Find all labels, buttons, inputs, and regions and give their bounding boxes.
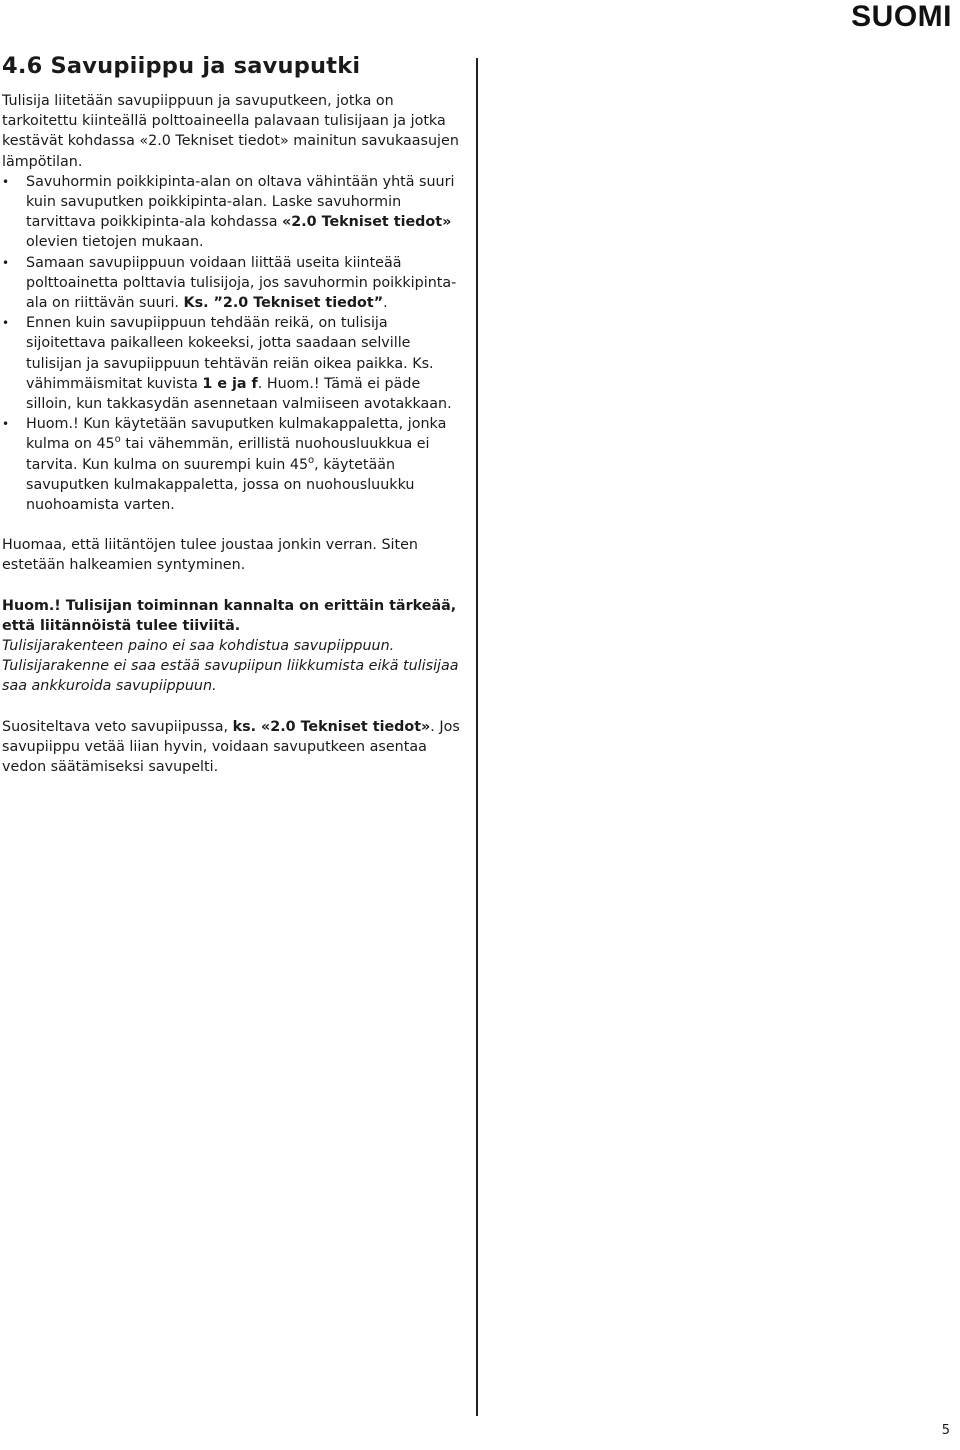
b2-text1: Samaan savupiippuun voidaan liittää useita kiinteää polttoainetta polttavia tulisijoja, jos savuhormin poikkipinta-ala on riittävän suuri.: [26, 254, 457, 312]
tightness-bold: Huom.! Tulisijan toiminnan kannalta on erittäin tärkeää, että liitännöistä tulee tiiviitä.: [2, 597, 457, 634]
italic-note-weight: Tulisijarakenteen paino ei saa kohdistua savupiippuun.: [2, 638, 395, 655]
language-label: SUOMI: [851, 0, 952, 33]
requirements-list: [2, 172, 462, 515]
b3-bold: 1 e ja f: [202, 375, 258, 392]
page-number: 5: [941, 1423, 950, 1438]
b3-text1: Ennen kuin savupiippuun tehdään reikä, on tulisija sijoitettava paikalleen kokeeksi, jotta saadaan selville tulisijan ja savupiippuun tehtävän reiän oikea paikka. Ks. vähimmäismitat kuvista: [26, 315, 434, 392]
degree-mark-1: o: [114, 434, 121, 446]
b2-bold: Ks. ”2.0 Tekniset tiedot”: [183, 295, 384, 312]
b4-text3: , käytetään savuputken kulmakappaletta, jossa on nuohousluukku nuohoamista varten.: [26, 456, 415, 514]
draft-text2: . Jos savupiippu vetää liian hyvin, voidaan savuputkeen asentaa vedon säätämiseksi savupelti.: [2, 718, 460, 776]
italic-note-movement: Tulisijarakenne ei saa estää savupiipun liikkumista eikä tulisijaa saa ankkuroida savupiippuun.: [2, 658, 459, 695]
b3-text2: . Huom.! Tämä ei päde silloin, kun takkasydän asennetaan valmiiseen avotakkaan.: [26, 375, 452, 413]
b4-text1: Huom.! Kun käytetään savuputken kulmakappaletta, jonka kulma on 45: [26, 416, 447, 453]
list-item: [2, 313, 462, 414]
draft-text1: Suositeltava veto savupiipussa,: [2, 718, 233, 735]
tightness-warning: [2, 596, 462, 636]
spacer: [2, 697, 462, 717]
list-item: [2, 172, 462, 253]
left-column: [2, 52, 462, 777]
b2-text2: .: [383, 295, 388, 312]
draft-bold: ks. «2.0 Tekniset tiedot»: [232, 718, 431, 735]
spacer: [2, 515, 462, 535]
section-title: 4.6 Savupiippu ja savuputki: [2, 53, 361, 79]
column-divider: [476, 58, 478, 1416]
degree-mark-2: o: [308, 454, 315, 466]
spacer: [2, 576, 462, 596]
b4-text2: tai vähemmän, erillistä nuohousluukkua ei tarvita. Kun kulma on suurempi kuin 45: [26, 436, 430, 473]
b1-text2: olevien tietojen mukaan.: [26, 234, 204, 251]
b1-text1: Savuhormin poikkipinta-alan on oltava vähintään yhtä suuri kuin savuputken poikkipinta-alan. Laske savuhormin tarvittava poikkipinta-ala kohdassa: [26, 173, 455, 231]
intro-paragraph: Tulisija liitetään savupiippuun ja savuputkeen, jotka on tarkoitettu kiinteällä polttoaineella palavaan tulisijaan ja jotka kestävät kohdassa «2.0 Tekniset tiedot» mainitun savukaasujen lämpötilan.: [2, 93, 459, 170]
joints-paragraph: Huomaa, että liitäntöjen tulee joustaa jonkin verran. Siten estetään halkeamien syntyminen.: [2, 537, 418, 574]
list-item: [2, 414, 462, 515]
list-item: [2, 253, 462, 314]
b1-bold: «2.0 Tekniset tiedot»: [282, 214, 452, 231]
draft-paragraph: [2, 717, 462, 778]
